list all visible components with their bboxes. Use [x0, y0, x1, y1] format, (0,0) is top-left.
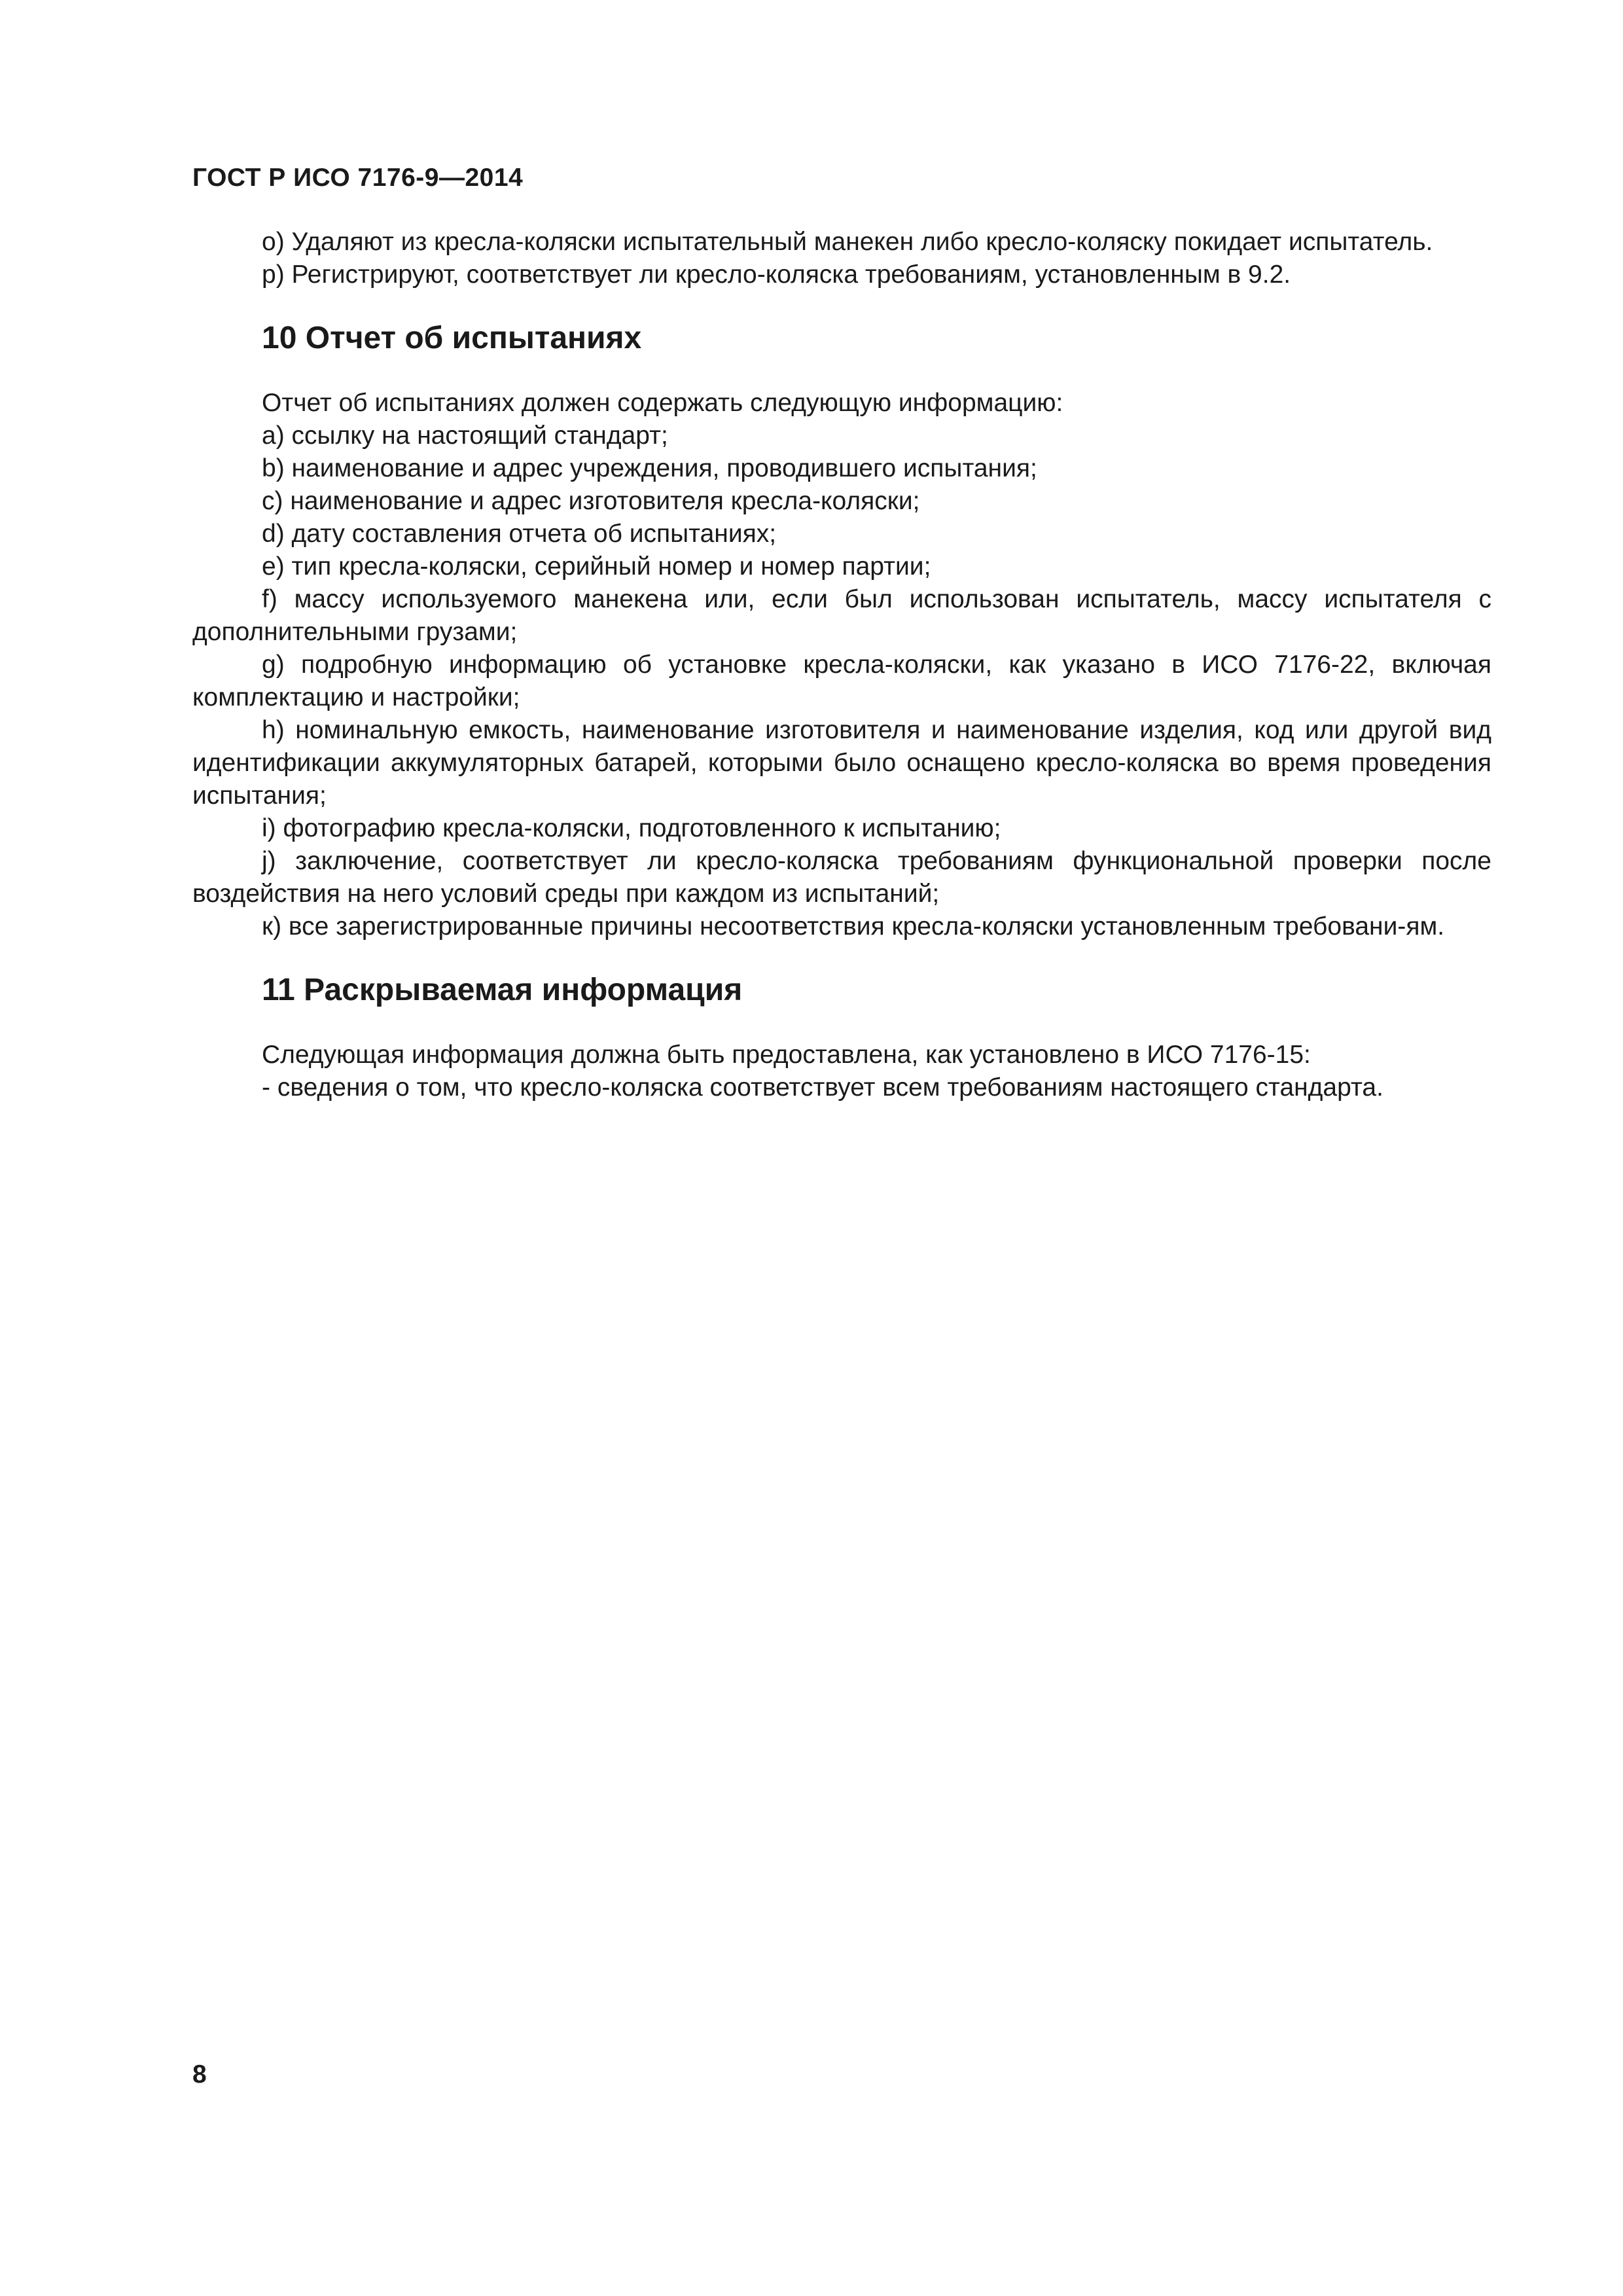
list-item: e) тип кресла-коляски, серийный номер и номер партии;: [262, 552, 931, 581]
list-item: j) заключение, соответствует ли кресло-коляска требованиям функциональной проверки после воздействия на него условий среды при каждом из испытаний;: [192, 847, 1491, 908]
section-11-heading: 11 Раскрываемая информация: [262, 973, 743, 1007]
list-item: c) наименование и адрес изготовителя кресла-коляски;: [262, 487, 920, 515]
list-item: d) дату составления отчета об испытаниях;: [262, 520, 777, 548]
section-11-lead: Следующая информация должна быть предоставлена, как установлено в ИСО 7176-15:: [262, 1041, 1311, 1069]
list-item: к) все зарегистрированные причины несоответствия кресла-коляски установленным требовани-ям.: [262, 912, 1445, 941]
section-10-heading: 10 Отчет об испытаниях: [262, 321, 642, 355]
document-code-header: ГОСТ Р ИСО 7176-9—2014: [192, 164, 524, 192]
page-number: 8: [192, 2060, 207, 2089]
list-item: g) подробную информацию об установке кресла-коляски, как указано в ИСО 7176-22, включая комплектацию и настройки;: [192, 651, 1491, 711]
list-item: b) наименование и адрес учреждения, проводившего испытания;: [262, 454, 1037, 482]
list-item: h) номинальную емкость, наименование изготовителя и наименование изделия, код или другой вид идентификации аккумуляторных батарей, которыми было оснащено кресло-коляска во время проведения испытания;: [192, 716, 1491, 810]
list-item: f) массу используемого манекена или, если был использован испытатель, массу испытателя с дополнительными грузами;: [192, 585, 1491, 646]
list-item-o: о) Удаляют из кресла-коляски испытательный манекен либо кресло-коляску покидает испытатель.: [262, 228, 1433, 256]
list-item: i) фотографию кресла-коляски, подготовленного к испытанию;: [262, 814, 1001, 842]
page-body: [192, 226, 1491, 1104]
list-item-p: р) Регистрируют, соответствует ли кресло-коляска требованиям, установленным в 9.2.: [262, 260, 1291, 289]
section-10-lead: Отчет об испытаниях должен содержать следующую информацию:: [262, 389, 1063, 417]
list-item: a) ссылку на настоящий стандарт;: [262, 422, 668, 450]
list-item: - сведения о том, что кресло-коляска соответствует всем требованиям настоящего стандарта.: [262, 1073, 1383, 1102]
